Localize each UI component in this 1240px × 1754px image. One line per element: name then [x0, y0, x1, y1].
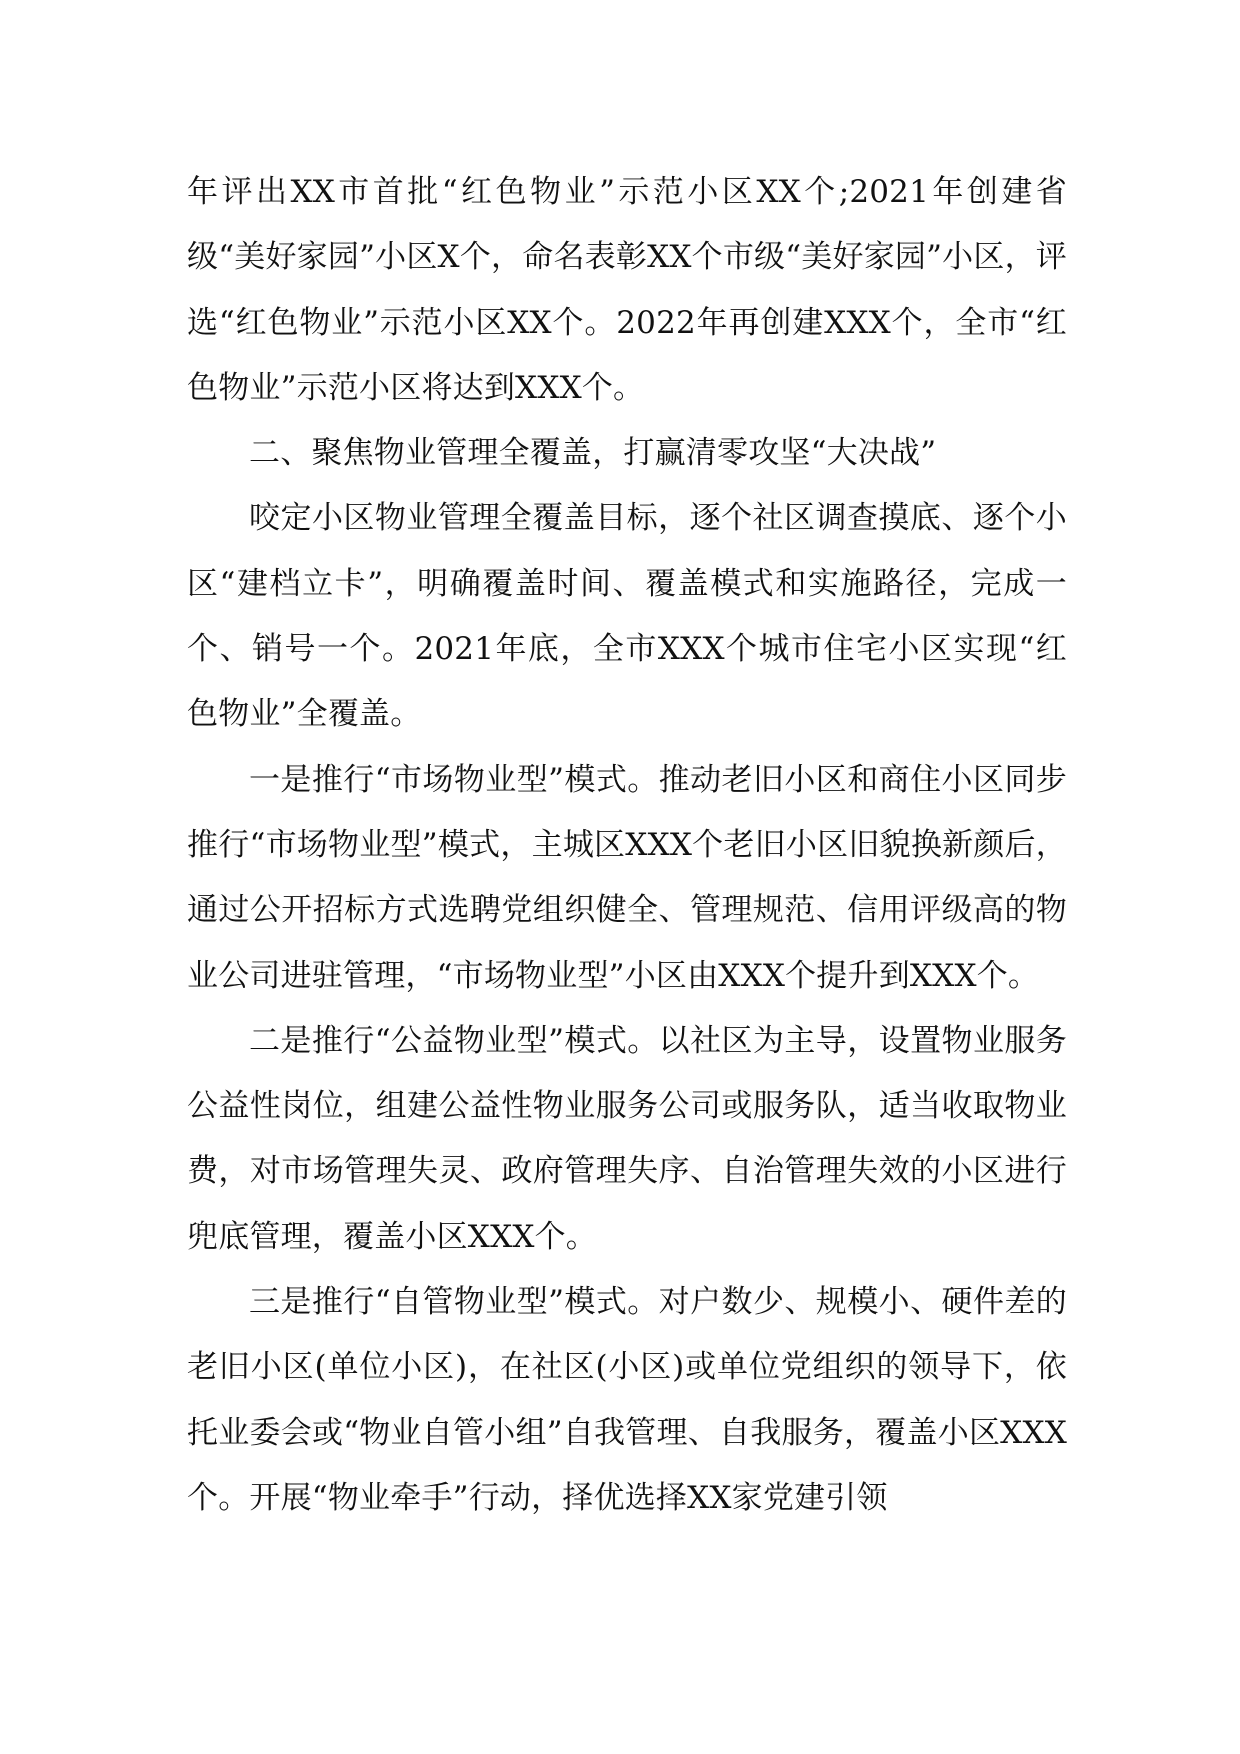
paragraph-self-managed-model: 三是推行“自管物业型”模式。对户数少、规模小、硬件差的老旧小区(单位小区)，在社区(小区)或单位党组织的领导下，依托业委会或“物业自管小组”自我管理、自我服务，覆盖小区XXX个。开展“物业牵手”行动，择优选择XX家党建引领 — [187, 1284, 1067, 1516]
paragraph-coverage-goal: 咬定小区物业管理全覆盖目标，逐个社区调查摸底、逐个小区“建档立卡”，明确覆盖时间、覆盖模式和实施路径，完成一个、销号一个。2021年底，全市XXX个城市住宅小区实现“红色物业”全覆盖。 — [187, 500, 1067, 733]
paragraph-public-welfare-model: 二是推行“公益物业型”模式。以社区为主导，设置物业服务公益性岗位，组建公益性物业服务公司或服务队，适当收取物业费，对市场管理失灵、政府管理失序、自治管理失效的小区进行兜底管理，覆盖小区XXX个。 — [187, 1022, 1067, 1255]
document-body — [187, 160, 1067, 1531]
paragraph-intro-continuation: 年评出XX市首批“红色物业”示范小区XX个;2021年创建省级“美好家园”小区X个，命名表彰XX个市级“美好家园”小区，评选“红色物业”示范小区XX个。2022年再创建XXX个，全市“红色物业”示范小区将达到XXX个。 — [187, 174, 1067, 406]
paragraph-market-model: 一是推行“市场物业型”模式。推动老旧小区和商住小区同步推行“市场物业型”模式，主城区XXX个老旧小区旧貌换新颜后，通过公开招标方式选聘党组织健全、管理规范、信用评级高的物业公司进驻管理，“市场物业型”小区由XXX个提升到XXX个。 — [187, 761, 1067, 994]
section-heading-two: 二、聚焦物业管理全覆盖，打赢清零攻坚“大决战” — [249, 435, 937, 472]
